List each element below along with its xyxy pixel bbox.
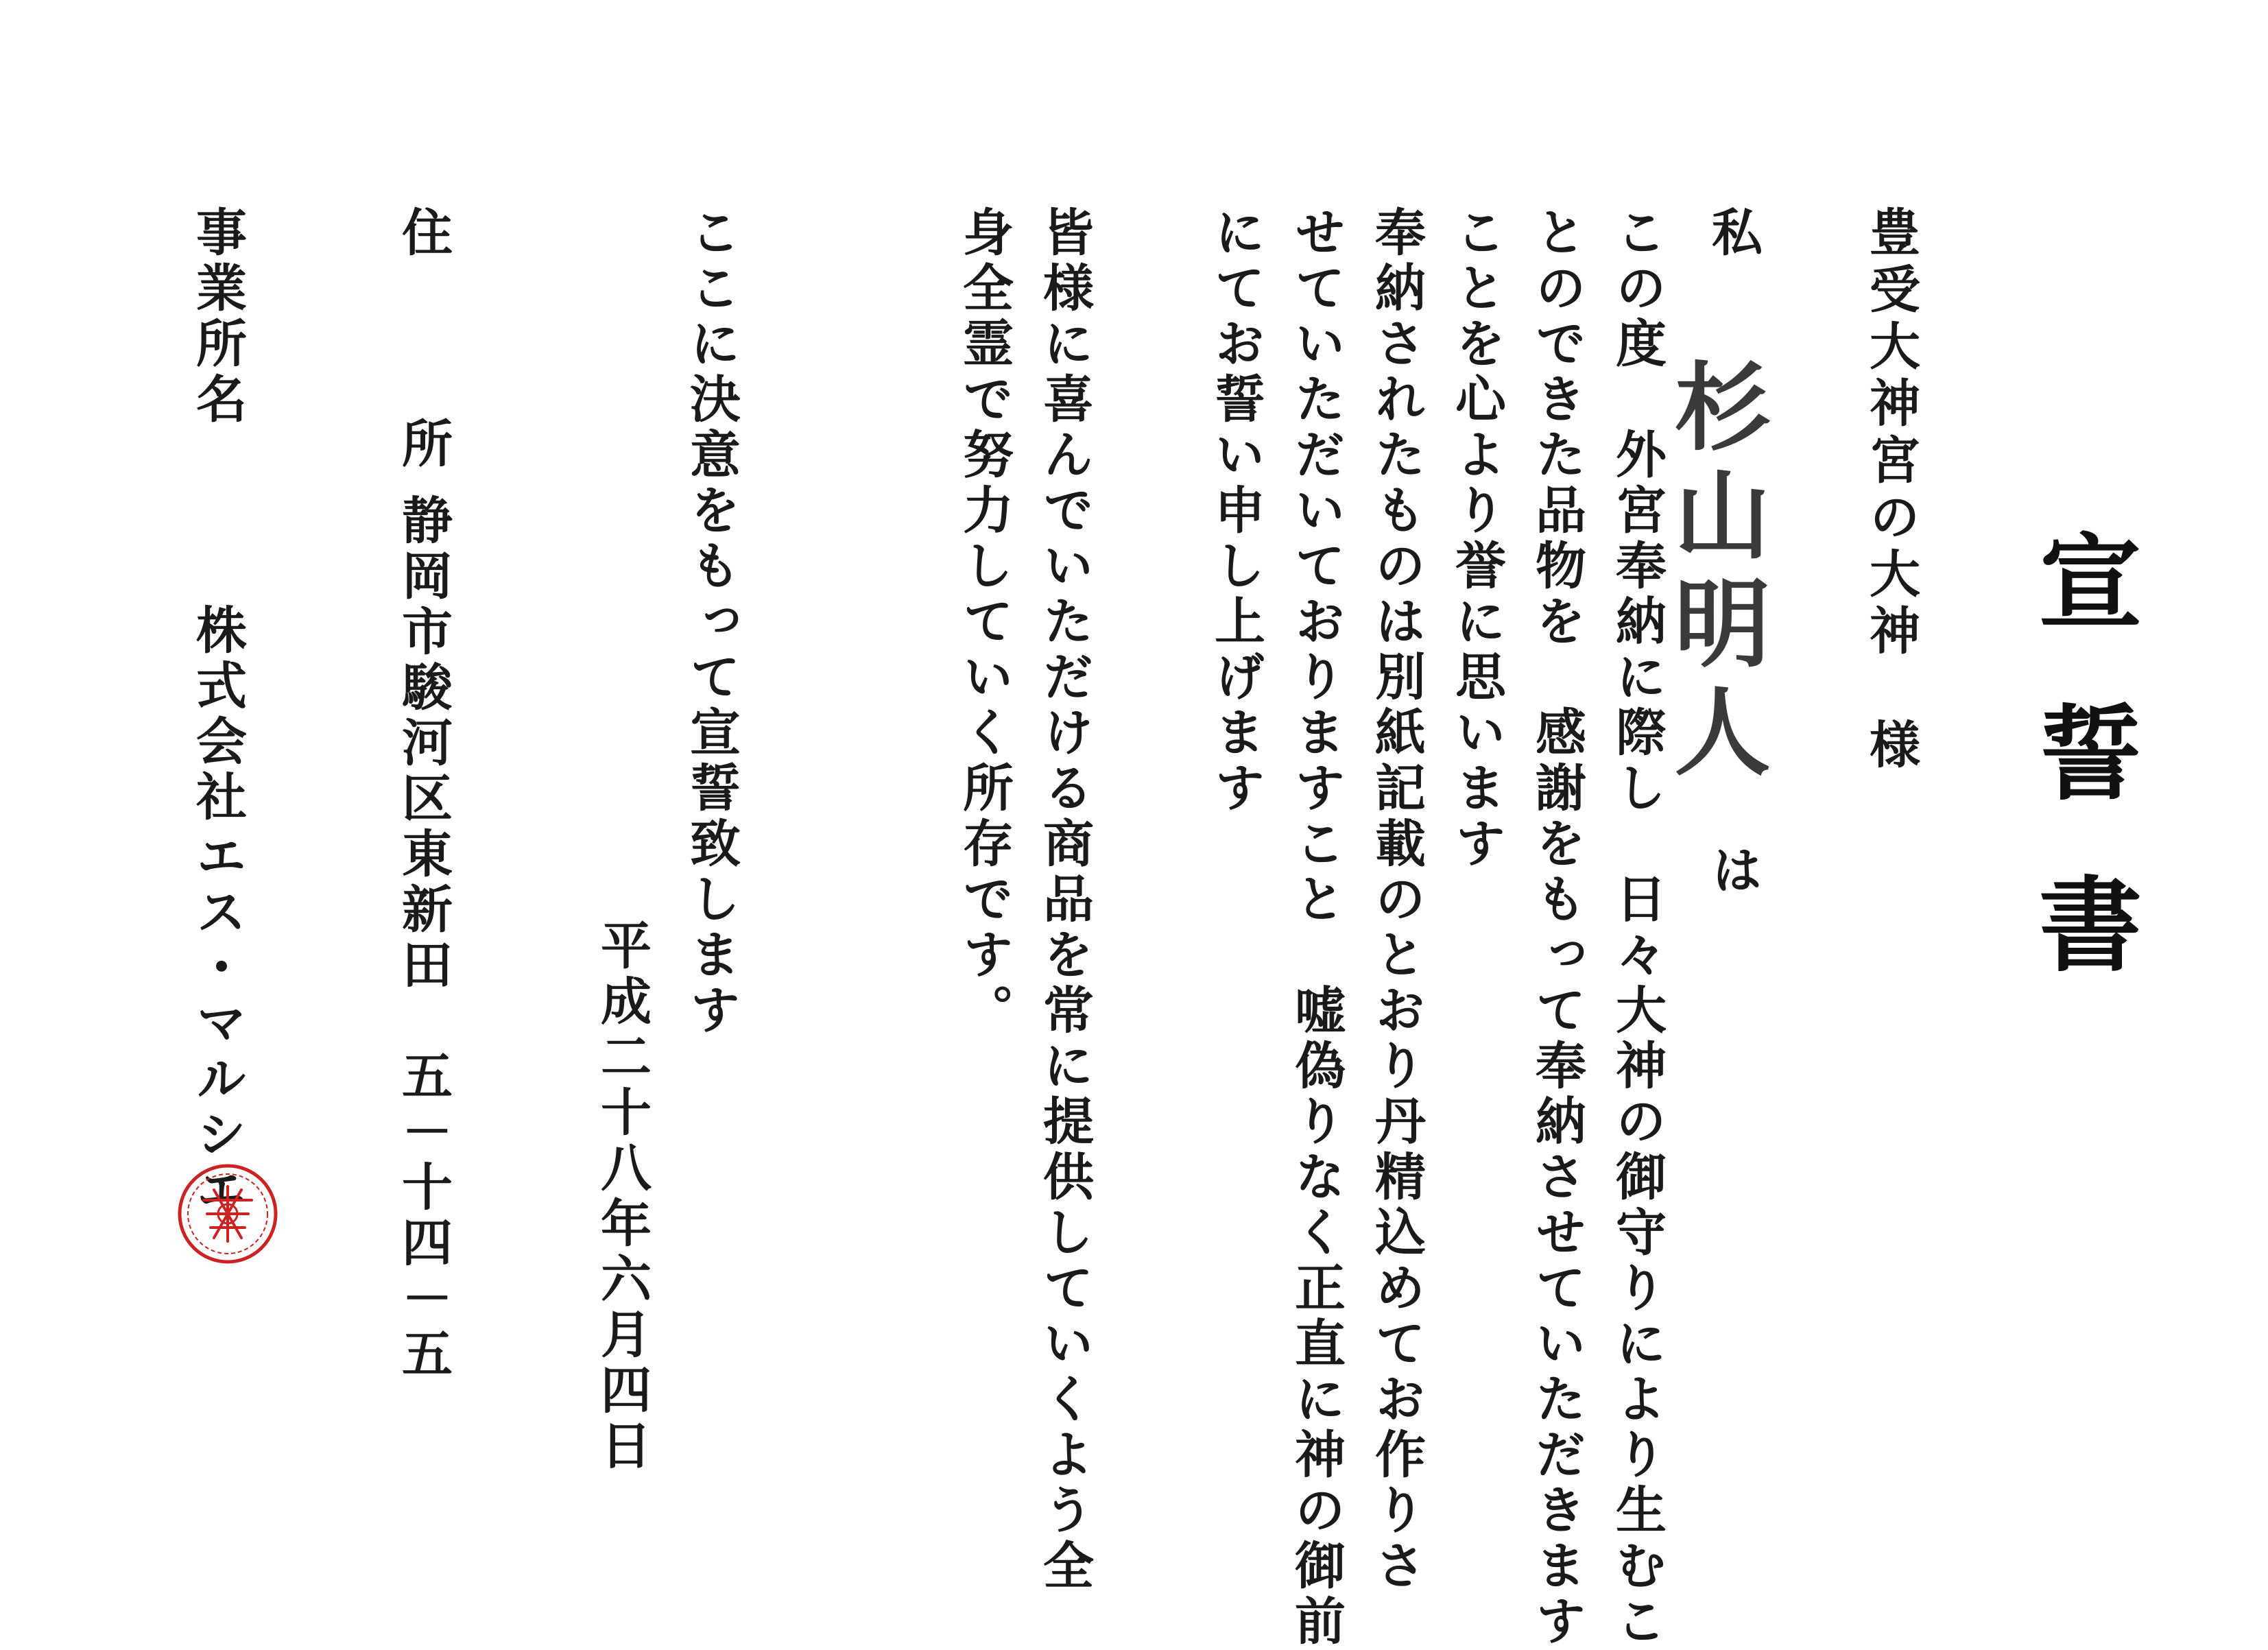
body-line: 奉納されたものは別紙記載のとおり丹精込めてお作りさ <box>1367 206 1426 1594</box>
addressee: 豊受大神宮の大神 様 <box>1861 206 1920 775</box>
address-label: 住 所 <box>394 206 453 523</box>
address-value: 静岡市駿河区東新田 五－十四－五 <box>394 494 453 1383</box>
body-line: にてお誓い申し上げます <box>1206 206 1265 817</box>
body-line: せていただいておりますこと 嘘偽りなく正直に神の御前 <box>1287 206 1346 1650</box>
document-title: 宣誓書 <box>2021 528 2142 1042</box>
body-line: 皆様に喜んでいただける商品を常に提供していくよう全 <box>1035 206 1094 1594</box>
body-line: とのできた品物を 感謝をもって奉納させていただきます <box>1527 206 1586 1650</box>
company-type: 株式会社 <box>188 603 247 826</box>
body-line: 身全霊で努力していく所存です。 <box>955 206 1014 1039</box>
office-label: 事業所名 <box>188 206 247 428</box>
first-person-label: 私 <box>1704 206 1763 261</box>
company-seal-icon <box>173 1159 283 1269</box>
closing-statement: ここに決意をもって宣誓致します <box>682 206 741 1039</box>
company-name: エス・マルシエ <box>188 830 247 1219</box>
name-particle: は <box>1704 844 1763 899</box>
document-date: 平成二十八年六月四日 <box>593 919 652 1474</box>
body-line: ことを心より誉に思います <box>1447 206 1506 872</box>
signer-name: 杉山明人 <box>1658 357 1771 790</box>
body-line: この度 外宮奉納に際し 日々大神の御守りにより生むこ <box>1608 206 1667 1650</box>
